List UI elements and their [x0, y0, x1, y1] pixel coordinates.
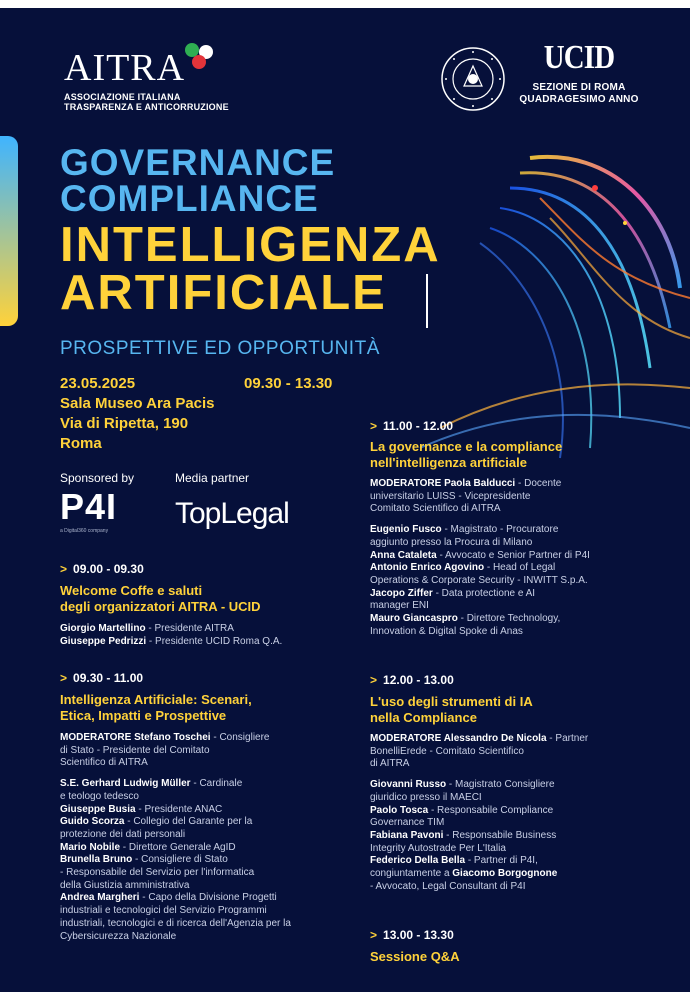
speaker-line — [60, 931, 345, 944]
speaker-line — [370, 613, 670, 626]
speaker-role: - Direttore Generale AgID — [120, 841, 236, 853]
session-3 — [370, 419, 670, 638]
speaker-line — [370, 792, 670, 805]
speaker-name: Brunella Bruno — [60, 854, 133, 866]
speaker-role: protezione dei dati personali — [60, 828, 186, 840]
session-4-time: > 12.00 - 13.00 — [370, 673, 454, 687]
aitra-subtitle-1: ASSOCIAZIONE ITALIANA — [64, 92, 181, 102]
speaker-line — [370, 733, 670, 746]
speaker-name: MODERATORE Paola Balducci — [370, 478, 516, 489]
speaker-line — [370, 758, 670, 771]
speaker-name: Guido Scorza — [60, 816, 125, 828]
edge-accent-bar — [0, 136, 18, 326]
speaker-gap — [370, 516, 670, 524]
speaker-line — [60, 892, 345, 905]
ucid-seal-icon — [440, 46, 506, 112]
speaker-line — [370, 843, 670, 856]
speaker-line — [60, 757, 345, 770]
speaker-line — [370, 868, 670, 881]
speaker-name: Eugenio Fusco — [370, 524, 442, 536]
speaker-role: - Head of Legal — [484, 562, 556, 574]
session-3-speakers — [370, 478, 670, 638]
speaker-line — [60, 918, 345, 931]
speaker-line — [60, 636, 345, 649]
speaker-gap — [60, 770, 345, 778]
session-3-title: La governance e la compliance nell'intelligenza artificiale — [370, 439, 563, 470]
speaker-role: - Responsabile Compliance — [428, 804, 554, 816]
speaker-role: - Docente — [515, 478, 562, 489]
title-line-governance: GOVERNANCE — [60, 142, 336, 183]
speaker-role: - Magistrato - Procuratore — [441, 524, 559, 536]
speaker-line — [60, 745, 345, 758]
speaker-line — [370, 600, 670, 613]
speaker-role: - Responsabile Business — [443, 829, 557, 841]
title-line-compliance: COMPLIANCE — [60, 178, 319, 219]
chevron-right-icon: > — [370, 673, 378, 687]
speaker-name: Giuseppe Busia — [60, 803, 136, 815]
speaker-line — [370, 503, 670, 516]
speaker-role: manager ENI — [370, 600, 429, 612]
speaker-role: - Cardinale — [190, 778, 243, 790]
speaker-role: - Consigliere di Stato — [132, 854, 228, 866]
speaker-role: di AITRA — [370, 758, 410, 770]
event-address: Via di Ripetta, 190 — [60, 415, 189, 432]
speaker-name: Fabiana Pavoni — [370, 829, 444, 841]
speaker-name: MODERATORE Alessandro De Nicola — [370, 733, 547, 744]
speaker-name: Anna Cataleta — [370, 549, 437, 561]
speaker-role: Comitato Scientifico di AITRA — [370, 503, 501, 515]
speaker-role: industriali e tecnologici del Servizio Programmi — [60, 905, 267, 917]
aitra-logo — [64, 48, 229, 112]
speaker-line — [60, 880, 345, 893]
media-partner-label: Media partner — [175, 471, 250, 485]
session-2-title: Intelligenza Artificiale: Scenari, Etica, Impatti e Prospettive — [60, 692, 252, 723]
speaker-line — [60, 804, 345, 817]
chevron-right-icon: > — [60, 562, 68, 576]
session-5 — [370, 928, 670, 965]
speaker-name: MODERATORE Stefano Toschei — [60, 732, 211, 743]
event-city: Roma — [60, 435, 102, 452]
speaker-role: - Partner — [546, 733, 589, 744]
speaker-name: S.E. Gerhard Ludwig Müller — [60, 778, 191, 790]
speaker-role: Integrity Autostrade Per L'Italia — [370, 842, 506, 854]
speaker-role: - Presidente ANAC — [135, 803, 223, 815]
ucid-subtitle-1: SEZIONE DI ROMA — [532, 82, 626, 93]
event-venue: Sala Museo Ara Pacis — [60, 395, 215, 412]
event-date: 23.05.2025 — [60, 375, 136, 392]
chevron-right-icon: > — [60, 671, 68, 685]
speaker-name: Andrea Margheri — [60, 892, 140, 904]
session-4-title: L'uso degli strumenti di IA nella Compliance — [370, 694, 533, 725]
speaker-line — [370, 746, 670, 759]
speaker-role: - Partner di P4I, — [465, 855, 538, 867]
session-4-speakers — [370, 733, 670, 893]
speaker-line — [60, 829, 345, 842]
speaker-line — [370, 550, 670, 563]
speaker-line — [370, 855, 670, 868]
speaker-name: Giovanni Russo — [370, 779, 447, 791]
speaker-line — [60, 905, 345, 918]
speaker-role: industriali, tecnologici e di ricerca dell'Agenzia per la — [60, 917, 291, 929]
speaker-line — [370, 537, 670, 550]
chevron-right-icon: > — [370, 928, 378, 942]
aitra-subtitle-2: TRASPARENZA E ANTICORRUZIONE — [64, 102, 229, 112]
speaker-line — [370, 805, 670, 818]
speaker-role: - Collegio del Garante per la — [124, 816, 253, 828]
event-info — [60, 374, 370, 454]
speaker-line — [60, 791, 345, 804]
speaker-line — [60, 854, 345, 867]
speaker-role: - Avvocato e Senior Partner di P4I — [436, 549, 590, 561]
session-2-speakers — [60, 732, 345, 943]
speaker-gap — [370, 771, 670, 779]
session-3-time: > 11.00 - 12.00 — [370, 419, 454, 433]
speaker-name: Mario Nobile — [60, 841, 121, 853]
speaker-line — [60, 623, 345, 636]
speaker-role: - Capo della Divisione Progetti — [139, 892, 277, 904]
speaker-line — [370, 588, 670, 601]
ucid-subtitle-2: QUADRAGESIMO ANNO — [519, 94, 639, 105]
poster — [0, 8, 690, 992]
speaker-name: Antonio Enrico Agovino — [370, 562, 485, 574]
speaker-role: Scientifico di AITRA — [60, 757, 148, 769]
speaker-role: - Avvocato, Legal Consultant di P4I — [370, 880, 526, 892]
speaker-name: Federico Della Bella — [370, 855, 466, 867]
speaker-name: Paolo Tosca — [370, 804, 429, 816]
title-line-artificiale: ARTIFICIALE — [60, 266, 387, 320]
speaker-role: - Consigliere — [210, 732, 270, 743]
session-1-title: Welcome Coffe e saluti degli organizzatori AITRA - UCID — [60, 583, 261, 614]
speaker-line — [370, 491, 670, 504]
session-2-time: > 09.30 - 11.00 — [60, 671, 144, 685]
speaker-name: Mauro Giancaspro — [370, 613, 458, 625]
speaker-name: Giacomo Borgognone — [452, 868, 558, 880]
speaker-role: - Presidente AITRA — [145, 623, 234, 634]
speaker-line — [370, 626, 670, 639]
speaker-line — [60, 816, 345, 829]
speaker-name: Giuseppe Pedrizzi — [60, 635, 147, 647]
speaker-role: della Giustizia amministrativa — [60, 879, 190, 891]
speaker-role: universitario LUISS - Vicepresidente — [370, 490, 531, 502]
speaker-role: aggiunto presso la Procura di Milano — [370, 536, 533, 548]
speaker-line — [370, 779, 670, 792]
speaker-line — [60, 732, 345, 745]
speaker-role: Operations & Corporate Security - INWITT S.p.A. — [370, 574, 588, 586]
speaker-line — [370, 524, 670, 537]
p4i-tagline: a Digital360 company — [60, 528, 109, 534]
session-2 — [60, 671, 345, 943]
p4i-logo: P4I — [60, 486, 118, 527]
speaker-role: congiuntamente a — [370, 868, 453, 880]
speaker-role: di Stato - Presidente del Comitato — [60, 744, 210, 756]
speaker-role: - Responsabile del Servizio per l'informatica — [60, 867, 255, 879]
speaker-role: - Direttore Technology, — [457, 613, 561, 625]
session-4 — [370, 673, 670, 893]
session-1 — [60, 562, 345, 648]
session-1-time: > 09.00 - 09.30 — [60, 562, 144, 576]
speaker-role: giuridico presso il MAECI — [370, 791, 482, 803]
speaker-line — [60, 778, 345, 791]
sponsored-label: Sponsored by — [60, 471, 135, 485]
ucid-logo — [514, 40, 644, 106]
speaker-name: Jacopo Ziffer — [370, 587, 433, 599]
speaker-role: Cybersicurezza Nazionale — [60, 930, 177, 942]
subtitle: PROSPETTIVE ED OPPORTUNITÀ — [60, 338, 380, 359]
speaker-line — [60, 842, 345, 855]
speaker-line — [370, 575, 670, 588]
speaker-role: Innovation & Digital Spoke di Anas — [370, 625, 523, 637]
title-cursor-bar — [426, 274, 428, 328]
speaker-name: Giorgio Martellino — [60, 623, 146, 634]
speaker-line — [60, 867, 345, 880]
speaker-line — [370, 478, 670, 491]
speaker-line — [370, 562, 670, 575]
speaker-role: - Presidente UCID Roma Q.A. — [146, 635, 283, 647]
speaker-role: - Magistrato Consigliere — [446, 779, 555, 791]
speaker-role: BonelliErede - Comitato Scientifico — [370, 745, 524, 757]
speaker-role: - Data protectione e AI — [432, 587, 536, 599]
ucid-wordmark: UCID — [543, 39, 615, 76]
speaker-line — [370, 881, 670, 894]
title-line-intelligenza: INTELLIGENZA — [60, 218, 441, 272]
event-time: 09.30 - 13.30 — [244, 375, 333, 392]
speaker-role: Governance TIM — [370, 817, 445, 829]
session-5-title: Sessione Q&A — [370, 949, 460, 964]
speaker-line — [370, 817, 670, 830]
chevron-right-icon: > — [370, 419, 378, 433]
speaker-role: e teologo tedesco — [60, 790, 139, 802]
session-5-time: > 13.00 - 13.30 — [370, 928, 454, 942]
aitra-wordmark: AITRA — [64, 47, 186, 89]
session-1-speakers — [60, 623, 345, 648]
toplegal-logo: TopLegal — [175, 497, 289, 530]
tricolor-dots-icon — [182, 40, 218, 70]
speaker-line — [370, 830, 670, 843]
